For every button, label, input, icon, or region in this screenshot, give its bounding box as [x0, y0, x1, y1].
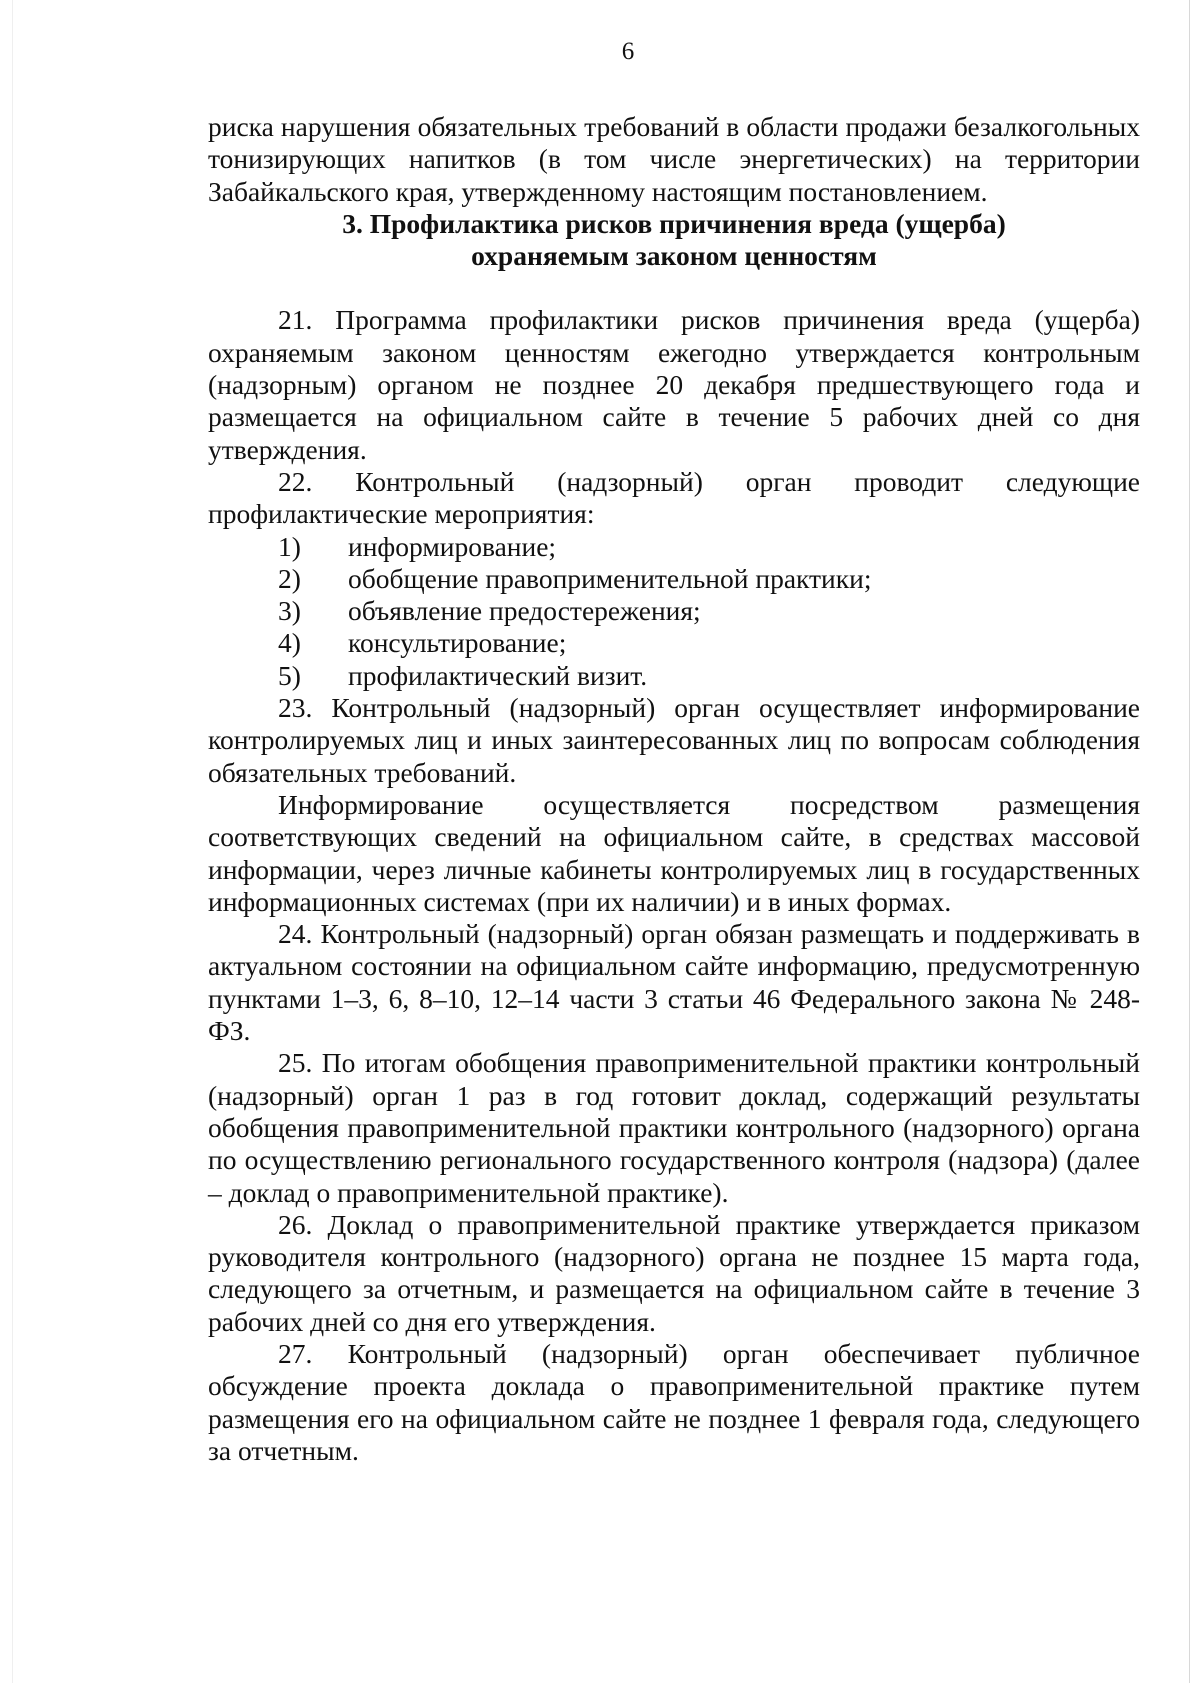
scan-edge-right — [1189, 0, 1190, 1683]
list-item-number: 5) — [278, 659, 301, 691]
list-item-text: объявление предостережения; — [348, 595, 701, 627]
paragraph-25: 25. По итогам обобщения правоприменительной практики контрольный (надзорный) орган 1 раз в год готовит доклад, содержащий результаты обобщения правоприменительной практики контрольного (надзорного) органа по осуществлению регионального государственного контроля (надзора) (далее – доклад о правоприменительной практике). — [208, 1047, 1140, 1208]
paragraph-23: 23. Контрольный (надзорный) орган осуществляет информирование контролируемых лиц и иных заинтересованных лиц по вопросам соблюдения обязательных требований. — [208, 692, 1140, 788]
paragraph-26: 26. Доклад о правоприменительной практике утверждается приказом руководителя контрольного (надзорного) органа не позднее 15 марта года, следующего за отчетным, и размещается на официальном сайте в течение 3 рабочих дней со дня его утверждения. — [208, 1208, 1140, 1337]
heading-spacer — [208, 272, 1140, 304]
list-item-number: 4) — [278, 627, 301, 659]
section-heading-line-2: охраняемым законом ценностям — [471, 240, 877, 272]
intro-paragraph: риска нарушения обязательных требований в области продажи безалкогольных тонизирующих напитков (в том числе энергетических) на территории Забайкальского края, утвержденному настоящим постановлением. — [208, 111, 1140, 207]
list-item — [208, 595, 1140, 627]
paragraph-22: 22. Контрольный (надзорный) орган проводит следующие профилактические мероприятия: — [208, 465, 1140, 530]
list-item — [208, 627, 1140, 659]
list-item — [208, 660, 1140, 692]
list-item-number: 2) — [278, 562, 301, 594]
list-item-number: 1) — [278, 530, 301, 562]
page-number: 6 — [621, 38, 635, 65]
list-item-text: информирование; — [348, 530, 557, 562]
list-item — [208, 531, 1140, 563]
section-heading-line-1: 3. Профилактика рисков причинения вреда (ущерба) — [342, 207, 1006, 239]
list-item-number: 3) — [278, 595, 301, 627]
list-item-text: обобщение правоприменительной практики; — [348, 562, 872, 594]
document-body — [208, 111, 1140, 1467]
paragraph-27: 27. Контрольный (надзорный) орган обеспечивает публичное обсуждение проекта доклада о правоприменительной практике путем размещения его на официальном сайте не позднее 1 февраля года, следующего за отчетным. — [208, 1337, 1140, 1466]
paragraph-21: 21. Программа профилактики рисков причинения вреда (ущерба) охраняемым законом ценностям ежегодно утверждается контрольным (надзорным) органом не позднее 20 декабря предшествующего года и размещается на официальном сайте в течение 5 рабочих дней со дня утверждения. — [208, 304, 1140, 465]
paragraph-23-informing: Информирование осуществляется посредством размещения соответствующих сведений на официальном сайте, в средствах массовой информации, через личные кабинеты контролируемых лиц в государственных информационных системах (при их наличии) и в иных формах. — [208, 788, 1140, 917]
list-item — [208, 563, 1140, 595]
list-item-text: консультирование; — [348, 627, 567, 659]
measures-list — [208, 531, 1140, 692]
list-item-text: профилактический визит. — [348, 659, 648, 691]
scan-edge-left — [12, 0, 13, 1683]
paragraph-24: 24. Контрольный (надзорный) орган обязан размещать и поддерживать в актуальном состоянии на официальном сайте информацию, предусмотренную пунктами 1–3, 6, 8–10, 12–14 части 3 статьи 46 Федерального закона № 248-ФЗ. — [208, 918, 1140, 1047]
